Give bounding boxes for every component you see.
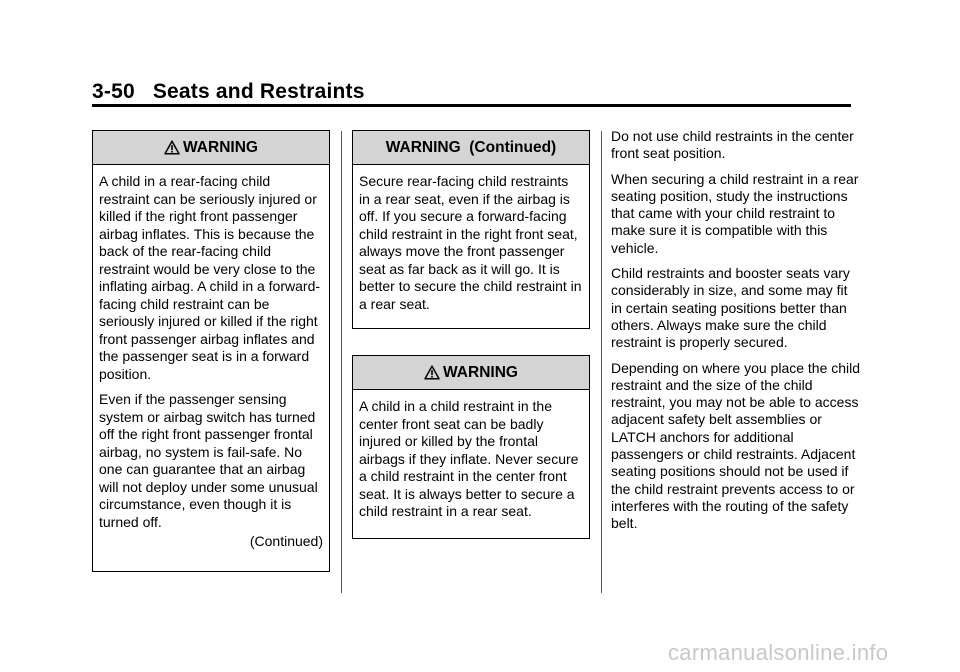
continued-label: (Continued) xyxy=(249,533,323,549)
warning-box-body xyxy=(93,165,329,551)
column-divider-1 xyxy=(341,131,342,593)
warning-box-left xyxy=(92,130,330,572)
warning-box-body xyxy=(353,165,589,313)
warning-triangle-icon xyxy=(164,140,180,155)
section-title: Seats and Restraints xyxy=(152,80,365,103)
warning-box-header xyxy=(93,131,329,165)
warning-paragraph: Even if the passenger sensing system or airbag switch has turned off the right front passenger frontal airbag, no system is fail-safe. No one can guarantee that an airbag will not deploy under some unusual circumstance, even though it is turned off. xyxy=(99,391,318,530)
warning-title: WARNING xyxy=(183,138,258,156)
warning-box-header xyxy=(353,131,589,165)
warning-paragraph: A child in a rear-facing child restraint can be seriously injured or killed if the right front passenger airbag inflates. This is because the back of the rear-facing child restraint would be very close to the inflating airbag. A child in a forward-facing child restraint can be seriously injured or killed if the right front passenger airbag inflates and the passenger seat is in a forward position. xyxy=(99,173,321,382)
body-paragraph: When securing a child restraint in a rear seating position, study the instructions that came with your child restraint to make sure it is compatible with this vehicle. xyxy=(611,170,859,256)
column-divider-2 xyxy=(601,131,602,593)
header-rule xyxy=(92,104,851,107)
warning-paragraph: Secure rear-facing child restraints in a rear seat, even if the airbag is off. If you secure a forward-facing child restraint in the right front seat, always move the front passenger seat as far back as it will go. It is better to secure the child restraint in a rear seat. xyxy=(359,173,582,312)
body-paragraph: Child restraints and booster seats vary considerably in size, and some may fit in certain seating positions better than others. Always make sure the child restraint is properly secured. xyxy=(611,265,850,351)
body-text-column xyxy=(611,128,861,541)
warning-box-header xyxy=(353,356,589,390)
warning-box-center-seat xyxy=(352,355,590,539)
watermark: carmanualsonline.info xyxy=(668,640,889,665)
page-number: 3-50 xyxy=(92,80,135,103)
body-paragraph: Do not use child restraints in the center front seat position. xyxy=(611,128,854,162)
warning-paragraph: A child in a child restraint in the center front seat can be badly injured or killed by the frontal airbags if they inflate. Never secure a child restraint in the center front seat. It is always better to secure a child restraint in a rear seat. xyxy=(359,398,579,519)
body-paragraph: Depending on where you place the child restraint and the size of the child restraint, you may not be able to access adjacent safety belt assemblies or LATCH anchors for additional passengers or child restraints. Adjacent seating positions should not be used if the child restraint prevents access to or interferes with the routing of the safety belt. xyxy=(611,359,861,532)
warning-box-body xyxy=(353,390,589,521)
page-header xyxy=(92,80,365,104)
warning-title: WARNING (Continued) xyxy=(385,138,557,156)
warning-triangle-icon xyxy=(424,365,440,380)
warning-continued-box xyxy=(352,130,590,329)
warning-title: WARNING xyxy=(443,363,518,381)
